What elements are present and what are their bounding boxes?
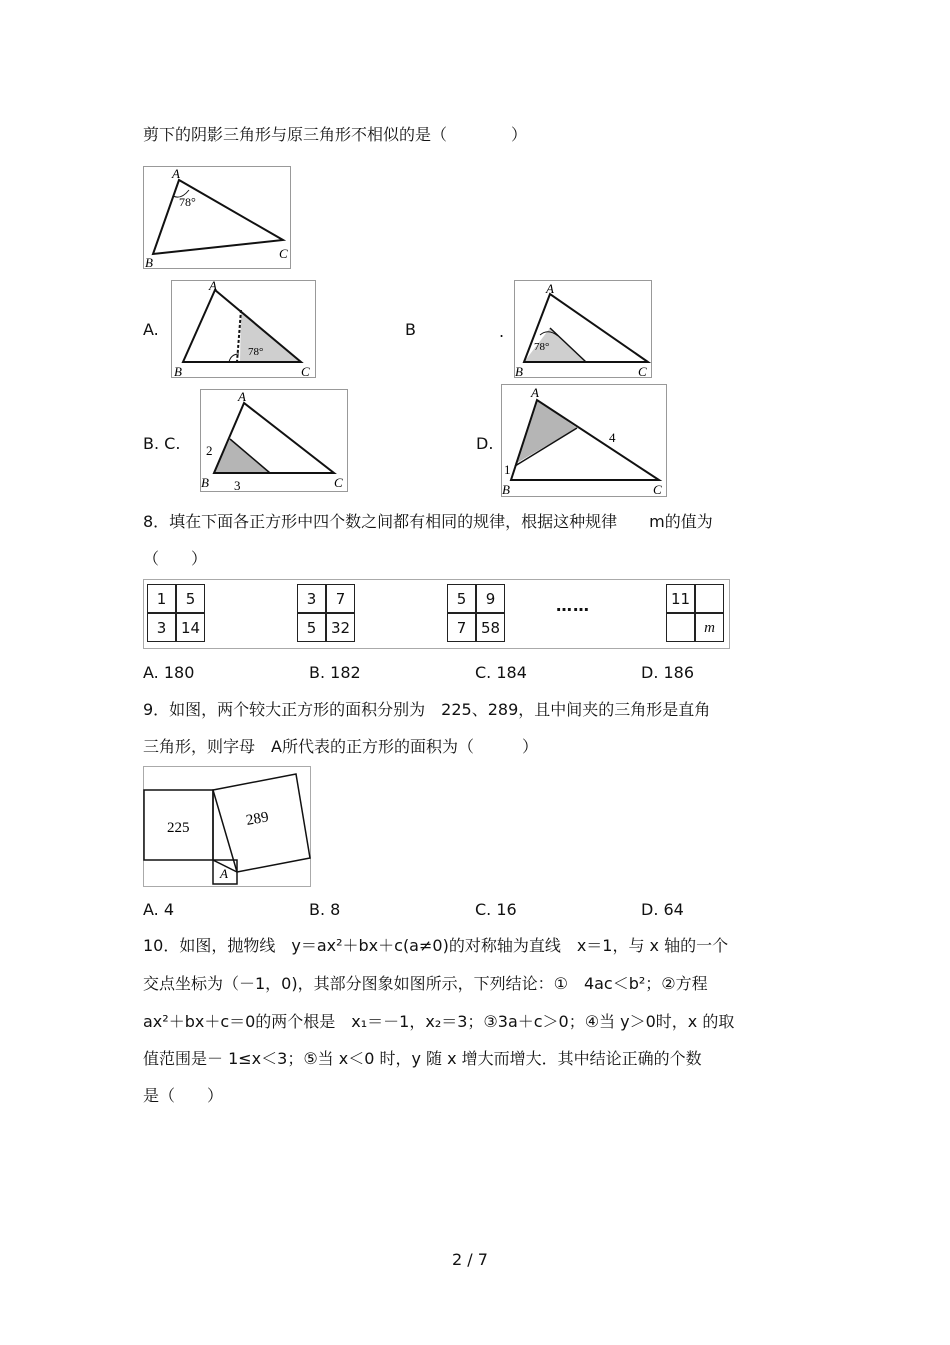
q10-line5: 是（ ） <box>143 1086 224 1105</box>
q8-square-4 <box>666 584 726 644</box>
q7-c-len2: 3 <box>234 478 241 493</box>
q7-c-label-a: A <box>238 389 246 404</box>
q7-a-label-b: B <box>174 364 182 379</box>
q7-b-label-c: C <box>638 364 647 379</box>
q8-s4-tl: 11 <box>666 584 695 613</box>
q8-s2-br: 32 <box>326 613 355 642</box>
q9-stem-line1: 9．如图，两个较大正方形的面积分别为 225、289，且中间夹的三角形是直角 <box>143 700 711 719</box>
q8-dots: …… <box>556 596 590 615</box>
q8-s1-br: 14 <box>176 613 205 642</box>
q7-main-label-a: A <box>172 166 180 181</box>
q8-option-d: D. 186 <box>641 663 695 682</box>
q9-option-a: A. 4 <box>143 900 175 919</box>
q8-option-b: B. 182 <box>309 663 361 682</box>
q7-option-b-dot: . <box>499 322 505 341</box>
q8-figure <box>143 579 730 649</box>
q7-d-label-a: A <box>531 385 539 400</box>
q7-c-len1: 2 <box>206 443 213 458</box>
q7-d-label-c: C <box>653 482 662 497</box>
q8-s1-bl: 3 <box>147 613 176 642</box>
q8-s2-bl: 5 <box>297 613 326 642</box>
q7-c-label-b: B <box>201 475 209 490</box>
q8-s4-br: m <box>695 613 724 642</box>
q7-b-angle: 78° <box>534 341 550 353</box>
q8-s2-tr: 7 <box>326 584 355 613</box>
q7-main-figure <box>143 166 293 270</box>
q8-square-3 <box>447 584 507 644</box>
q7-a-label-c: C <box>301 364 310 379</box>
q9-stem-line2: 三角形，则字母 A所代表的正方形的面积为（ ） <box>143 737 538 756</box>
page-number: 2 / 7 <box>452 1250 488 1269</box>
q8-s1-tr: 5 <box>176 584 205 613</box>
q10-line1: 10．如图，抛物线 y＝ax²＋bx＋c(a≠0)的对称轴为直线 x＝1，与 x 轴的一个 <box>143 936 729 955</box>
q7-option-d-label: D. <box>476 434 494 453</box>
q8-s3-br: 58 <box>476 613 505 642</box>
q7-figure-c <box>200 389 350 493</box>
q10-line2: 交点坐标为（－1，0)，其部分图象如图所示，下列结论：① 4ac＜b²；②方程 <box>143 974 708 993</box>
q8-s3-bl: 7 <box>447 613 476 642</box>
q7-d-len1: 1 <box>504 462 511 477</box>
q10-line3: ax²＋bx＋c＝0的两个根是 x₁＝－1，x₂＝3；③3a＋c＞0；④当 y＞0时，x 的取 <box>143 1012 735 1031</box>
q8-square-2 <box>297 584 357 644</box>
q7-main-angle: 78° <box>179 195 196 209</box>
q9-label-225: 225 <box>167 820 190 836</box>
q7-b-label-a: A <box>546 281 554 296</box>
q7-stem: 剪下的阴影三角形与原三角形不相似的是（ ） <box>143 125 528 144</box>
q8-s2-tl: 3 <box>297 584 326 613</box>
q8-stem: 8．填在下面各正方形中四个数之间都有相同的规律，根据这种规律 m的值为 <box>143 512 713 531</box>
q7-option-c-label: B. C. <box>143 434 181 453</box>
q7-d-len2: 4 <box>609 430 616 445</box>
q10-line4: 值范围是－ 1≤x＜3；⑤当 x＜0 时，y 随 x 增大而增大．其中结论正确的个数 <box>143 1049 702 1068</box>
q9-option-c: C. 16 <box>475 900 517 919</box>
q7-option-b-label: B <box>405 320 416 339</box>
q7-a-label-a: A <box>209 280 217 293</box>
q9-option-d: D. 64 <box>641 900 684 919</box>
q9-label-a: A <box>220 866 228 881</box>
q7-a-angle: 78° <box>248 346 264 358</box>
q8-option-a: A. 180 <box>143 663 195 682</box>
q8-s4-bl <box>666 613 695 642</box>
q9-figure <box>143 766 313 888</box>
q8-s3-tr: 9 <box>476 584 505 613</box>
q7-figure-d <box>501 384 669 498</box>
q8-s3-tl: 5 <box>447 584 476 613</box>
q8-s4-tr <box>695 584 724 613</box>
q7-figure-b <box>514 280 654 380</box>
q7-main-label-b: B <box>145 255 153 270</box>
q7-b-label-b: B <box>515 364 523 379</box>
q9-label-289: 289 <box>244 809 270 829</box>
q7-option-a-label: A. <box>143 320 159 339</box>
q8-s1-tl: 1 <box>147 584 176 613</box>
q8-option-c: C. 184 <box>475 663 527 682</box>
q7-figure-a <box>171 280 317 380</box>
q8-square-1 <box>147 584 207 644</box>
q9-option-b: B. 8 <box>309 900 341 919</box>
q7-d-label-b: B <box>502 482 510 497</box>
q8-paren: （ ） <box>143 549 208 568</box>
q7-main-label-c: C <box>279 246 288 261</box>
q7-c-label-c: C <box>334 475 343 490</box>
